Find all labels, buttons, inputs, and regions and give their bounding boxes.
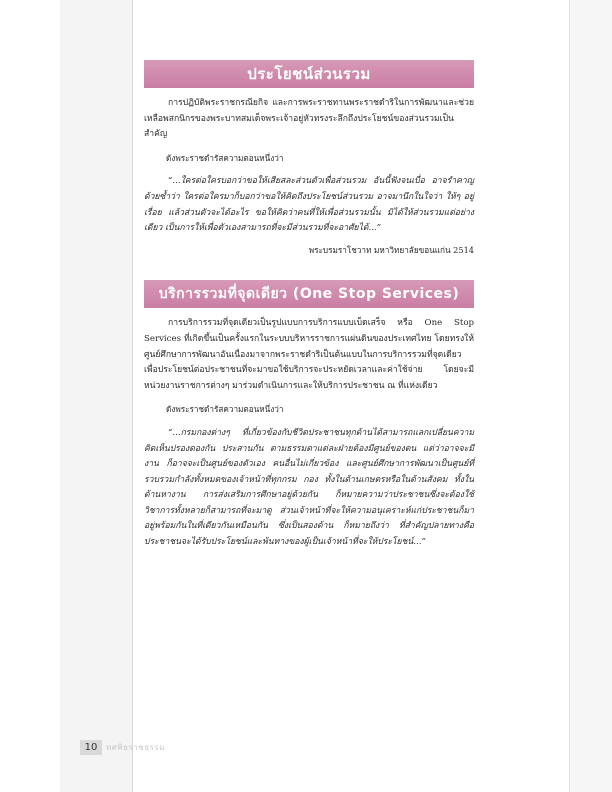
page-footer xyxy=(80,740,165,755)
quote-source: พระบรมราโชวาท มหาวิทยาลัยขอนแก่น 2514 xyxy=(308,244,474,255)
royal-quote: “...ใครต่อใครบอกว่าขอให้เสียสละส่วนตัวเพื่อส่วนรวม อันนี้ฟังจนเบื่อ อาจรำคาญด้วยซ้ำว่า ใครต่อใครมาก็บอกว่าขอให้คิดถึงประโยชน์ส่วนรวม อาจมานึกในใจว่า ให้ๆ อยู่เรื่อย แล้วส่วนตัวจะได้อะไร ขอให้คิดว่าคนที่ให้เพื่อส่วนรวมนั้น มิได้ให้ส่วนรวมแต่อย่างเดียว เป็นการให้เพื่อตัวเองสามารถที่จะมีส่วนรวมที่จะอาศัยได้...” xyxy=(144,176,474,234)
page-content xyxy=(144,60,474,551)
section-body-paragraph: การบริการรวมที่จุดเดียวเป็นรูปแบบการบริการแบบเบ็ดเสร็จ หรือ One Stop Services ที่เกิดขึ้นเป็นครั้งแรกในระบบบริหารราชการแผ่นดินของประเทศไทย โดยทรงให้ศูนย์ศึกษาการพัฒนาอันเนื่องมาจากพระราชดำริเป็นต้นแบบในการบริการรวมที่จุดเดียว เพื่อประโยชน์ต่อประชาชนที่จะมาขอใช้บริการจะประหยัดเวลาและค่าใช้จ่าย โดยจะมีหน่วยงานราชการต่างๆ มาร่วมดำเนินการและให้บริการประชาชน ณ ที่แห่งเดียว xyxy=(144,318,474,391)
page-number: 10 xyxy=(80,740,102,755)
section-public-benefit xyxy=(144,60,474,258)
section-title-banner: ประโยชน์ส่วนรวม xyxy=(144,60,474,88)
section-one-stop-services xyxy=(144,280,474,550)
right-page-edge xyxy=(569,0,612,792)
quote-lead-in: ดังพระราชดำรัสความตอนหนึ่งว่า xyxy=(166,152,284,163)
section-body-paragraph: การปฏิบัติพระราชกรณียกิจ และการพระราชทานพระราชดำริในการพัฒนาและช่วยเหลือพสกนิกรของพระบาทสมเด็จพระเจ้าอยู่หัวทรงระลึกถึงประโยชน์ของส่วนรวมเป็นสำคัญ xyxy=(144,98,474,140)
royal-quote: “...กรมกองต่างๆ ที่เกี่ยวข้องกับชีวิตประชาชนทุกด้านได้สามารถแลกเปลี่ยนความคิดเห็นปรองดองกัน ประสานกัน ตามธรรมดาแต่ละฝ่ายต้องมีศูนย์ของตน แต่ว่าอาจจะมีงาน ก็อาจจะเป็นศูนย์ของตัวเอง คนอื่นไม่เกี่ยวข้อง และศูนย์ศึกษาการพัฒนาเป็นศูนย์ที่รวบรวมกำลังทั้งหมดของเจ้าหน้าที่ทุกกรม กอง ทั้งในด้านเกษตรหรือในด้านสังคม ทั้งในด้านหางาน การส่งเสริมการศึกษาอยู่ด้วยกัน ก็หมายความว่าประชาชนซึ่งจะต้องใช้วิชาการทั้งหลายก็สามารถที่จะมาดู ส่วนเจ้าหน้าที่จะให้ความอนุเคราะห์แก่ประชาชนก็มาอยู่พร้อมกันในที่เดียวกันเหมือนกัน ซึ่งเป็นสองด้าน ก็หมายถึงว่า ที่สำคัญปลายทางคือประชาชนจะได้รับประโยชน์และพ้นทางของผู้เป็นเจ้าหน้าที่จะให้ประโยชน์...” xyxy=(144,427,474,548)
running-footer-text: ทศพิธราชธรรม xyxy=(106,743,165,752)
section-title-banner: บริการรวมที่จุดเดียว (One Stop Services) xyxy=(144,280,474,308)
left-margin-strip xyxy=(60,0,133,792)
quote-lead-in: ดังพระราชดำรัสความตอนหนึ่งว่า xyxy=(166,404,284,415)
